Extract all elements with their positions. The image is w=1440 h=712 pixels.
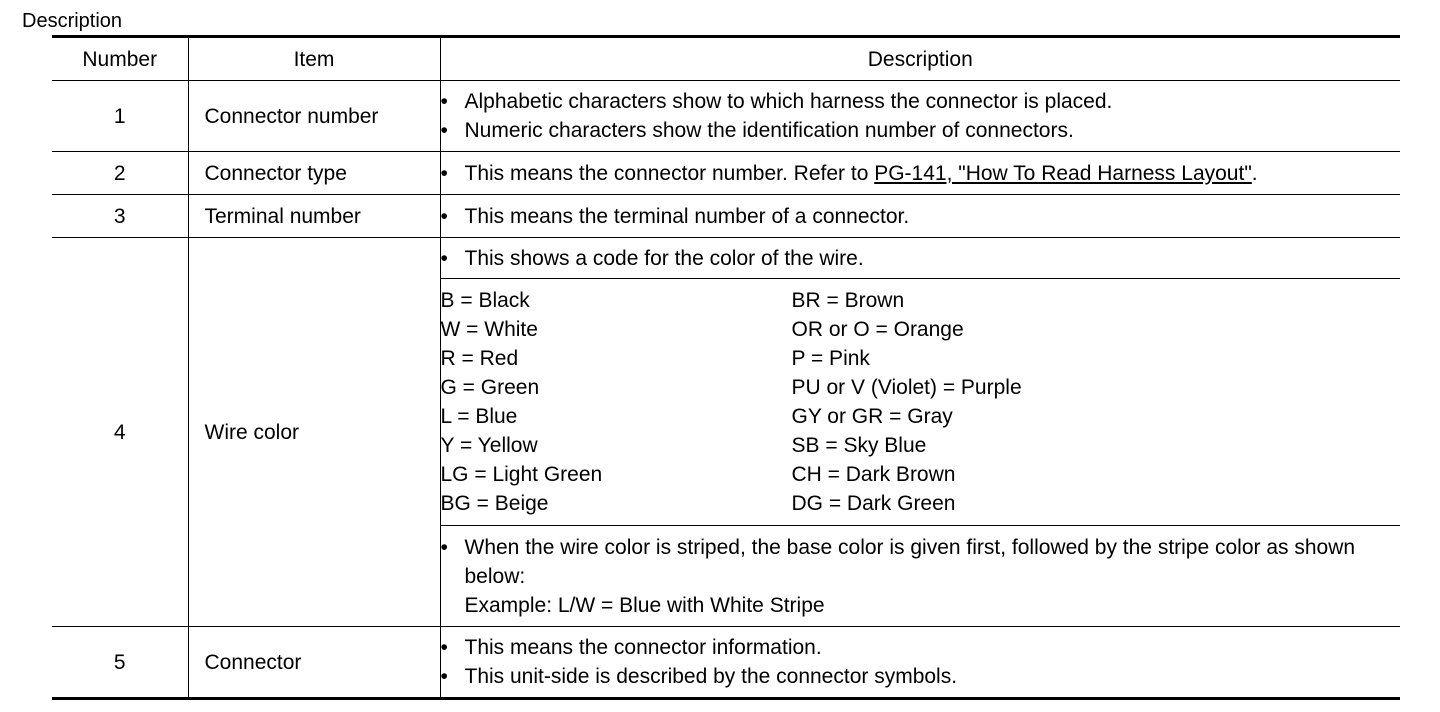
row-description xyxy=(440,152,1400,195)
table-row xyxy=(52,152,1400,195)
color-code: OR or O = Orange xyxy=(791,318,964,341)
color-code: BR = Brown xyxy=(791,289,905,312)
color-code: LG = Light Green xyxy=(440,463,603,486)
color-code: GY or GR = Gray xyxy=(791,405,953,428)
color-code: PU or V (Violet) = Purple xyxy=(791,376,1022,399)
wire-color-stripe-note xyxy=(440,526,1400,627)
description-bullet: • This shows a code for the color of the wire. xyxy=(441,244,1401,273)
description-bullet: • This means the connector information. xyxy=(441,633,1401,662)
row-number: 4 xyxy=(52,238,188,627)
color-code: B = Black xyxy=(440,289,530,312)
table-row xyxy=(52,238,1400,279)
row-item: Terminal number xyxy=(188,195,440,238)
color-code: W = White xyxy=(440,318,538,341)
stripe-example: Example: L/W = Blue with White Stripe xyxy=(464,593,825,617)
bullet-suffix: . xyxy=(1251,161,1258,185)
color-code: BG = Beige xyxy=(440,492,549,515)
row-number: 5 xyxy=(52,627,188,699)
row-number: 1 xyxy=(52,81,188,152)
row-item: Connector xyxy=(188,627,440,699)
row-item: Connector type xyxy=(188,152,440,195)
color-code: Y = Yellow xyxy=(440,434,538,457)
description-bullet: • Alphabetic characters show to which harness the connector is placed. xyxy=(441,87,1401,116)
table-caption: Description xyxy=(22,10,123,32)
description-table xyxy=(52,35,1400,700)
bullet-text: This means the connector number. Refer to xyxy=(464,161,875,185)
header-item: Item xyxy=(188,37,440,81)
table-row xyxy=(52,81,1400,152)
row-item: Wire color xyxy=(188,238,440,627)
row-description xyxy=(440,627,1400,699)
table-row xyxy=(52,627,1400,699)
color-code: L = Blue xyxy=(440,405,518,428)
wire-color-intro xyxy=(440,238,1400,279)
color-codes-right xyxy=(792,286,1401,518)
description-bullet: • This unit-side is described by the connector symbols. xyxy=(441,662,1401,691)
row-item: Connector number xyxy=(188,81,440,152)
row-number: 2 xyxy=(52,152,188,195)
description-bullet xyxy=(441,159,1401,188)
wire-color-codes xyxy=(440,279,1400,526)
description-bullet: • When the wire color is striped, the base color is given first, followed by the stripe color as shown below: xyxy=(441,533,1401,591)
color-code: CH = Dark Brown xyxy=(791,463,956,486)
color-code: DG = Dark Green xyxy=(791,492,956,515)
row-description xyxy=(440,195,1400,238)
reference-link[interactable]: PG-141, "How To Read Harness Layout" xyxy=(874,161,1252,185)
description-bullet: • This means the terminal number of a connector. xyxy=(441,202,1401,231)
row-description xyxy=(440,81,1400,152)
header-row xyxy=(52,37,1400,81)
row-number: 3 xyxy=(52,195,188,238)
description-bullet: • Numeric characters show the identification number of connectors. xyxy=(441,116,1401,145)
header-description: Description xyxy=(440,37,1400,81)
color-code: R = Red xyxy=(440,347,519,370)
header-number: Number xyxy=(52,37,188,81)
table-row xyxy=(52,195,1400,238)
color-codes-left xyxy=(441,286,792,518)
color-code: SB = Sky Blue xyxy=(791,434,927,457)
color-code: P = Pink xyxy=(791,347,870,370)
color-code: G = Green xyxy=(440,376,540,399)
